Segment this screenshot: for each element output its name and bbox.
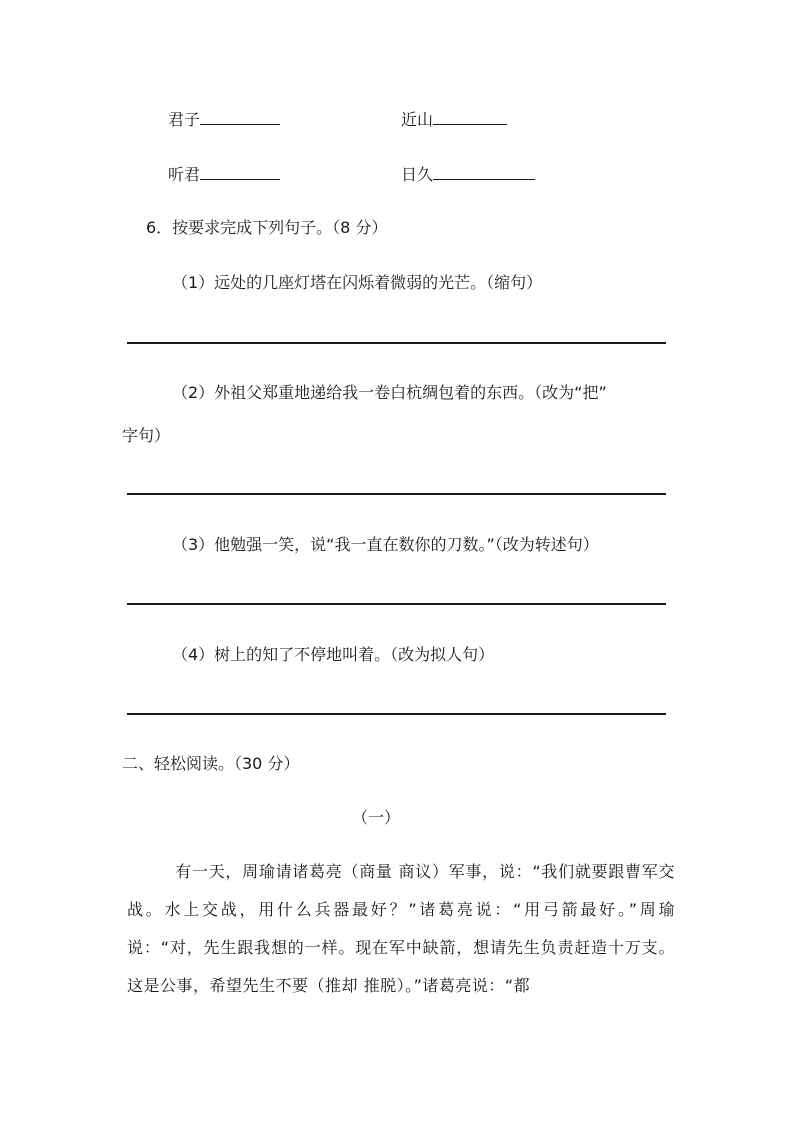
question-6-item-4: （4）树上的知了不停地叫着。（改为拟人句） — [172, 645, 495, 664]
answer-blank[interactable] — [433, 161, 535, 180]
answer-line[interactable] — [127, 603, 666, 605]
answer-blank[interactable] — [200, 161, 280, 180]
passage-text: 有一天，周瑜请诸葛亮（商量 商议）军事，说：“我们就要跟曹军交战。水上交战，用什么兵器最好？”诸葛亮说：“用弓箭最好。”周瑜说：“对，先生跟我想的一样。现在军中缺箭，想请先生负责赶造十万支。这是公事，希望先生不要（推却 推脱）。”诸葛亮说：“都 — [127, 862, 675, 995]
blank-label: 日久 — [401, 165, 434, 184]
blank-label: 君子 — [168, 110, 201, 129]
question-6-item-2-cont: 字句） — [122, 426, 171, 445]
answer-blank[interactable] — [200, 106, 280, 125]
question-6-item-3: （3）他勉强一笑，说“我一直在数你的刀数。”（改为转述句） — [172, 535, 599, 554]
blank-item-tingjun — [168, 161, 280, 187]
blank-item-rijiu — [401, 161, 535, 187]
blank-label: 近山 — [401, 110, 434, 129]
section-2-subtitle: （一） — [352, 808, 401, 827]
answer-line[interactable] — [127, 493, 666, 495]
question-6-item-2: （2）外祖父郑重地递给我一卷白杭绸包着的东西。（改为“把” — [172, 383, 607, 402]
blank-item-junzi — [168, 106, 280, 132]
blank-label: 听君 — [168, 165, 201, 184]
question-6-item-1: （1）远处的几座灯塔在闪烁着微弱的光芒。（缩句） — [172, 273, 543, 292]
answer-line[interactable] — [127, 713, 666, 715]
question-6-title: 6．按要求完成下列句子。（8 分） — [146, 218, 388, 237]
answer-blank[interactable] — [433, 106, 507, 125]
section-2-title: 二、轻松阅读。（30 分） — [122, 754, 300, 773]
blank-item-jinshan — [401, 106, 507, 132]
reading-passage — [127, 853, 675, 1005]
answer-line[interactable] — [127, 342, 666, 344]
